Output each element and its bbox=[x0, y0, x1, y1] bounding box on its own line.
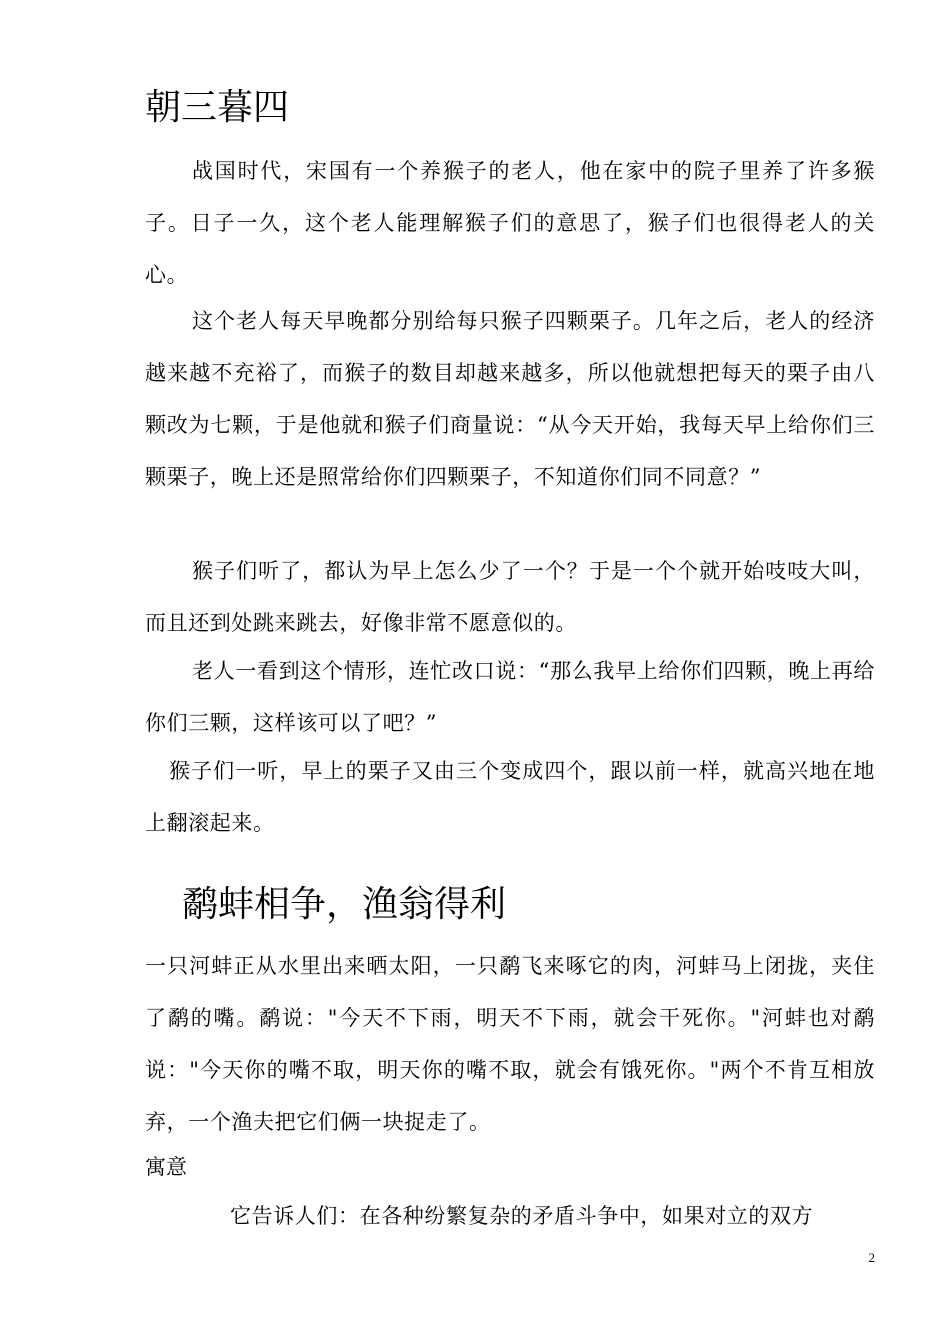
page-number: 2 bbox=[868, 1250, 875, 1265]
story1-paragraph-5: 猴子们一听，早上的栗子又由三个变成四个，跟以前一样，就高兴地在地上翻滚起来。 bbox=[145, 759, 875, 835]
story1-paragraph-1: 战国时代，宋国有一个养猴子的老人，他在家中的院子里养了许多猴子。日子一久，这个老人能理解猴子们的意思了，猴子们也很得老人的关心。 bbox=[145, 159, 875, 287]
story1-paragraph-4: 老人一看到这个情形，连忙改口说：“那么我早上给你们四颗，晚上再给你们三颗，这样该可以了吧？” bbox=[145, 659, 875, 735]
story2-title: 鹬蚌相争，渔翁得利 bbox=[182, 884, 507, 925]
moral-text: 它告诉人们：在各种纷繁复杂的矛盾斗争中，如果对立的双方 bbox=[230, 1204, 814, 1228]
moral-label: 寓意 bbox=[145, 1155, 187, 1179]
story1-title: 朝三暮四 bbox=[145, 87, 290, 128]
story1-paragraph-2: 这个老人每天早晚都分别给每只猴子四颗栗子。几年之后，老人的经济越来越不充裕了，而猴子的数目却越来越多，所以他就想把每天的栗子由八颗改为七颗，于是他就和猴子们商量说：“从今天开始，我每天早上给你们三颗栗子，晚上还是照常给你们四颗栗子，不知道你们同不同意？” bbox=[145, 309, 875, 489]
story2-paragraph: 一只河蚌正从水里出来晒太阳，一只鹬飞来啄它的肉，河蚌马上闭拢，夹住了鹬的嘴。鹬说："今天不下雨，明天不下雨，就会干死你。"河蚌也对鹬说："今天你的嘴不取，明天你的嘴不取，就会有饿死你。"两个不肯互相放弃，一个渔夫把它们俩一块捉走了。 bbox=[145, 954, 875, 1134]
story1-paragraph-3: 猴子们听了，都认为早上怎么少了一个？于是一个个就开始吱吱大叫，而且还到处跳来跳去，好像非常不愿意似的。 bbox=[145, 559, 875, 635]
